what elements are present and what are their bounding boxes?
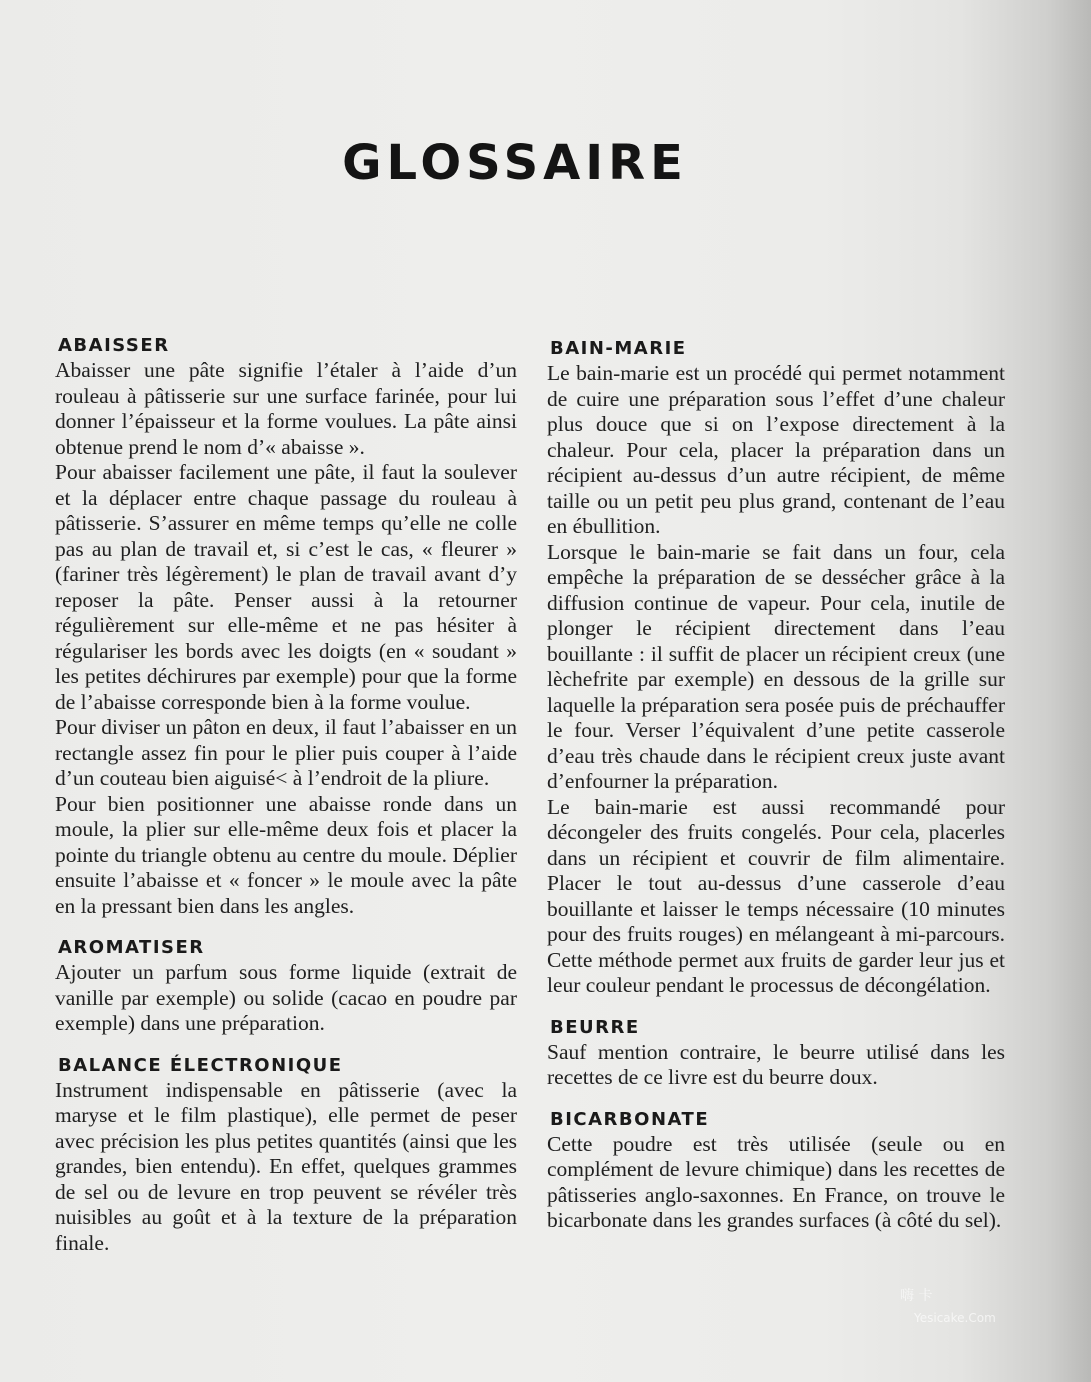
entry-term: BALANCE ÉLECTRONIQUE	[58, 1054, 343, 1076]
entry-paragraph: Lorsque le bain-marie se fait dans un four, cela empêche la préparation de se dessécher grâce à la diffusion continue de vapeur. Pour cela, inutile de plonger le récipient directement dans l’eau bouillante : il suffit de placer un récipient creux (une lèchefrite par exemple) en dessous de la grille sur laquelle la préparation sera posée puis de préchauffer le four. Verser l’équivalent d’une petite casserole d’eau très chaude dans le récipient creux juste avant d’enfourner la préparation.	[547, 539, 1005, 793]
entry-paragraph: Instrument indispensable en pâtisserie (avec la maryse et le film plastique), elle permet de peser avec précision les plus petites quantités (ainsi que les grandes, bien entendu). En effet, quelques grammes de sel ou de levure en trop peuvent se révéler très nuisibles au goût et à la texture de la préparation finale.	[55, 1077, 517, 1255]
page-title: GLOSSAIRE	[342, 135, 688, 191]
entry-term: BEURRE	[550, 1016, 640, 1038]
entry-paragraph: Ajouter un parfum sous forme liquide (extrait de vanille par exemple) ou solide (cacao en poudre par exemple) dans une préparation.	[55, 960, 517, 1035]
glossary-entry	[547, 338, 1005, 999]
watermark-line: Yesicake.Com	[914, 1311, 996, 1325]
entry-paragraph: Cette poudre est très utilisée (seule ou en complément de levure chimique) dans les recettes de pâtisseries anglo-saxonnes. En France, on trouve le bicarbonate dans les grandes surfaces (à côté du sel).	[547, 1131, 1005, 1232]
right-column	[547, 338, 1005, 1234]
entry-paragraph: Pour abaisser facilement une pâte, il faut la soulever et la déplacer entre chaque passage du rouleau à pâtisserie. S’assurer en même temps qu’elle ne colle pas au plan de travail et, si c’est le cas, « fleurer » (fariner très légèrement) le plan de travail avant d’y reposer la pâte. Penser aussi à la retourner régulièrement sur elle-même et ne pas hésiter à régulariser les bords avec les doigts (en « soudant » les petites déchirures par exemple) pour que la forme de l’abaisse corresponde bien à la forme voulue.	[55, 460, 517, 714]
watermark	[900, 1285, 996, 1325]
entry-paragraph: Pour diviser un pâton en deux, il faut l’abaisser en un rectangle assez fin pour le plier puis couper à l’aide d’un couteau bien aiguisé< à l’endroit de la pliure.	[55, 715, 517, 790]
watermark-line: 嗨 卡	[900, 1288, 933, 1304]
entry-term: BICARBONATE	[550, 1108, 710, 1130]
glossary-entry	[55, 335, 517, 919]
entry-paragraph: Abaisser une pâte signifie l’étaler à l’aide d’un rouleau à pâtisserie sur une surface farinée, pour lui donner l’épaisseur et la forme voulues. La pâte ainsi obtenue prend le nom d’« abaisse ».	[55, 358, 517, 459]
glossary-entry	[547, 1017, 1005, 1091]
left-column	[55, 335, 517, 1256]
entry-term: BAIN-MARIE	[550, 338, 687, 359]
entry-paragraph: Le bain-marie est un procédé qui permet notamment de cuire une préparation sous l’effet d’une chaleur plus douce que si on l’expose directement à la chaleur. Pour cela, placer la préparation dans un récipient au-dessus d’un autre récipient, de même taille ou un petit peu plus grand, contenant de l’eau en ébullition.	[547, 361, 1005, 538]
entry-paragraph: Sauf mention contraire, le beurre utilisé dans les recettes de ce livre est du beurre doux.	[547, 1039, 1005, 1089]
entry-paragraph: Le bain-marie est aussi recommandé pour décongeler des fruits congelés. Pour cela, placerles dans un récipient et couvrir de film alimentaire. Placer le tout au-dessus d’une casserole d’eau bouillante et laisser le temps nécessaire (10 minutes pour des fruits rouges) en mélangeant à mi-parcours. Cette méthode permet aux fruits de garder leur jus et leur couleur pendant le processus de décongélation.	[547, 794, 1005, 997]
entry-term: ABAISSER	[58, 335, 170, 356]
glossary-entry	[55, 937, 517, 1037]
entry-paragraph: Pour bien positionner une abaisse ronde dans un moule, la plier sur elle-même deux fois et placer la pointe du triangle obtenu au centre du moule. Déplier ensuite l’abaisse et « foncer » le moule avec la pâte en la pressant bien dans les angles.	[55, 791, 517, 918]
glossary-entry	[547, 1109, 1005, 1234]
glossary-entry	[55, 1055, 517, 1257]
entry-term: AROMATISER	[58, 937, 205, 958]
